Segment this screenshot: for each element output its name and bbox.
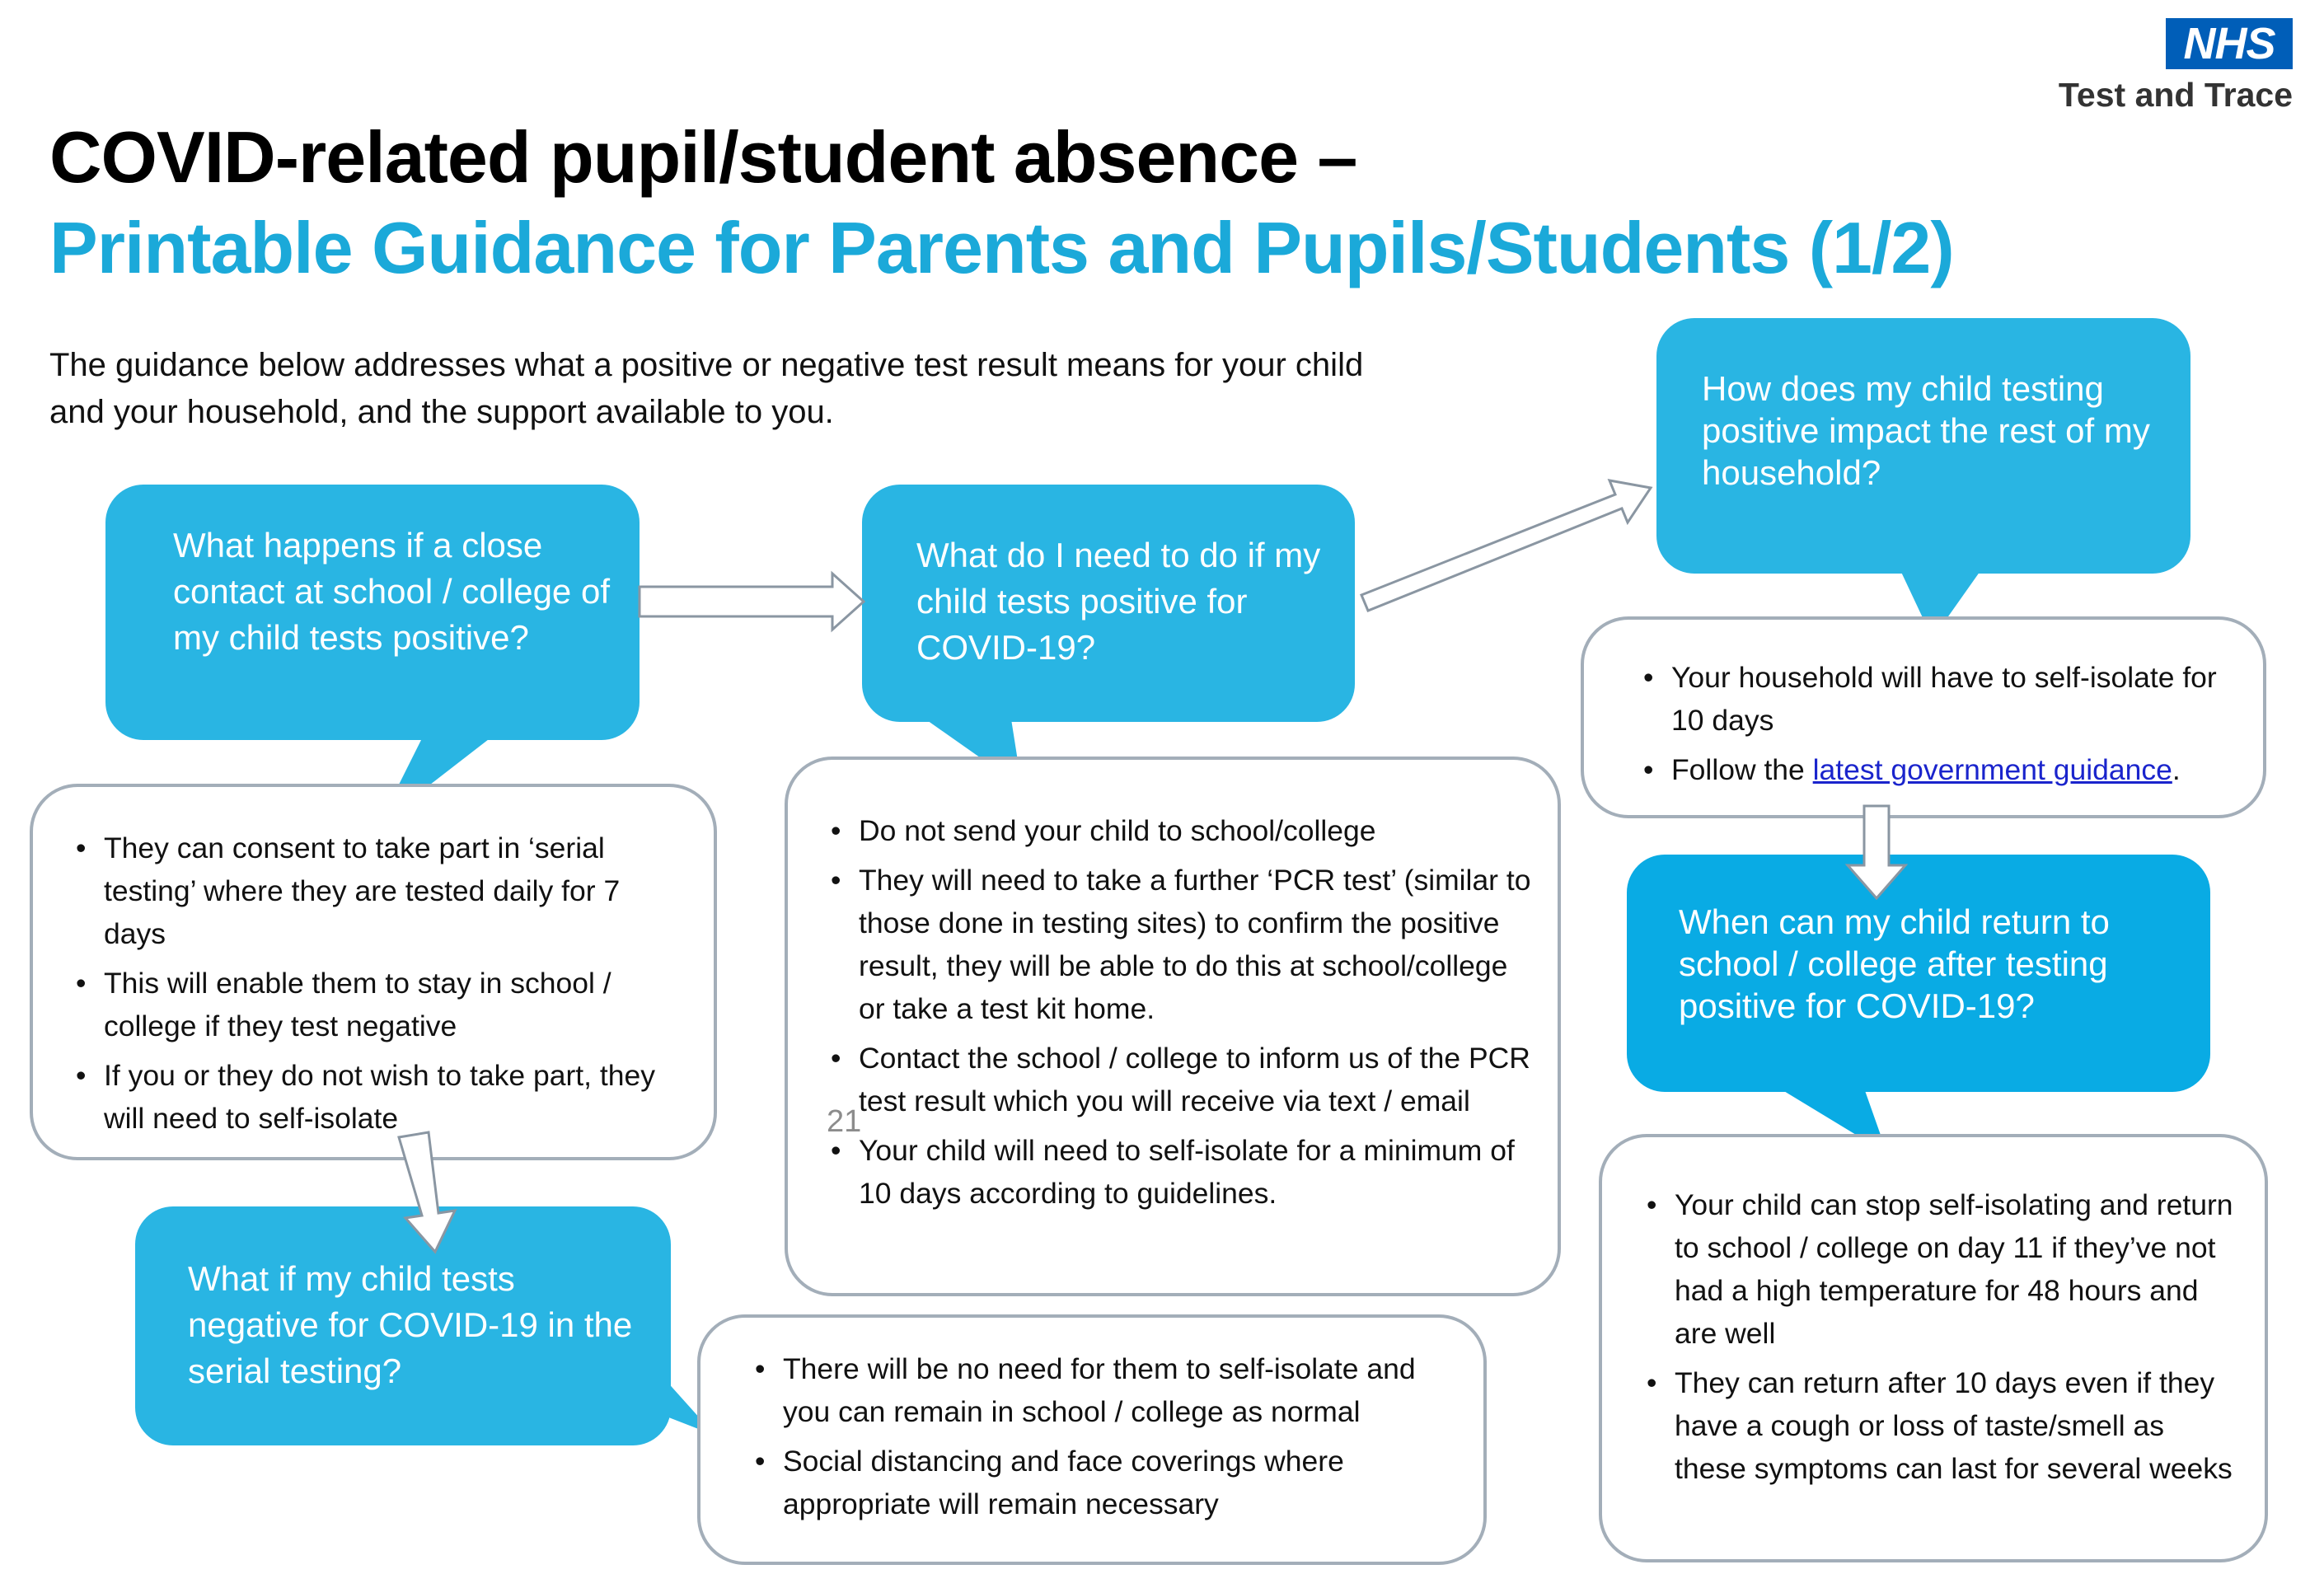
- list-item: • There will be no need for them to self-isolate and you can remain in school / college as normal: [755, 1347, 1459, 1433]
- page-title: COVID-related pupil/student absence –: [49, 116, 1357, 198]
- list-item: • Your household will have to self-isolate for 10 days: [1643, 656, 2238, 742]
- arrow-right-icon: [640, 574, 864, 630]
- arrow-down-icon: [1848, 806, 1905, 898]
- arrow-diagonal-icon: [1361, 480, 1651, 611]
- list-item: • This will enable them to stay in school / college if they test negative: [76, 962, 681, 1047]
- list-item-text: .: [2172, 753, 2181, 786]
- list-item: • Contact the school / college to inform us of the PCR test result which you will receive via text / email: [831, 1037, 1533, 1122]
- government-guidance-link[interactable]: latest government guidance: [1812, 753, 2172, 786]
- question-text: What happens if a close contact at school / college of my child tests positive?: [173, 526, 610, 657]
- list-item: • If you or they do not wish to take part, they will need to self-isolate: [76, 1054, 681, 1140]
- question-text: When can my child return to school / college after testing positive for COVID-19?: [1679, 902, 2110, 1025]
- list-item: • Do not send your child to school/college: [831, 809, 1533, 852]
- list-item: • They will need to take a further ‘PCR test’ (similar to those done in testing sites) to confirm the positive result, they will be able to do this at school/college or take a test kit home.: [831, 859, 1533, 1030]
- list-item: • Your child will need to self-isolate for a minimum of 10 days according to guidelines.: [831, 1129, 1533, 1215]
- list-item: • Social distancing and face coverings where appropriate will remain necessary: [755, 1440, 1459, 1525]
- nhs-logo-subtitle: Test and Trace: [2058, 76, 2293, 114]
- intro-text: The guidance below addresses what a positive or negative test result means for your child and your household, and the support available to you.: [49, 347, 1364, 430]
- arrow-down-icon: [399, 1132, 455, 1252]
- list-item: • Your child can stop self-isolating and return to school / college on day 11 if they’ve not had a high temperature for 48 hours and are well: [1647, 1183, 2240, 1355]
- question-text: What do I need to do if my child tests positive for COVID-19?: [916, 536, 1321, 667]
- question-text: How does my child testing positive impact the rest of my household?: [1702, 369, 2150, 492]
- page-subtitle: Printable Guidance for Parents and Pupils/Students (1/2): [49, 207, 1954, 288]
- list-item: • They can return after 10 days even if they have a cough or loss of taste/smell as these symptoms can last for several weeks: [1647, 1361, 2240, 1490]
- page-number: 21: [827, 1104, 862, 1139]
- list-item: • They can consent to take part in ‘serial testing’ where they are tested daily for 7 days: [76, 827, 681, 955]
- nhs-logo: NHS: [2166, 18, 2293, 69]
- question-text: What if my child tests negative for COVID-19 in the serial testing?: [188, 1259, 633, 1390]
- list-item-text: Follow the: [1671, 753, 1813, 786]
